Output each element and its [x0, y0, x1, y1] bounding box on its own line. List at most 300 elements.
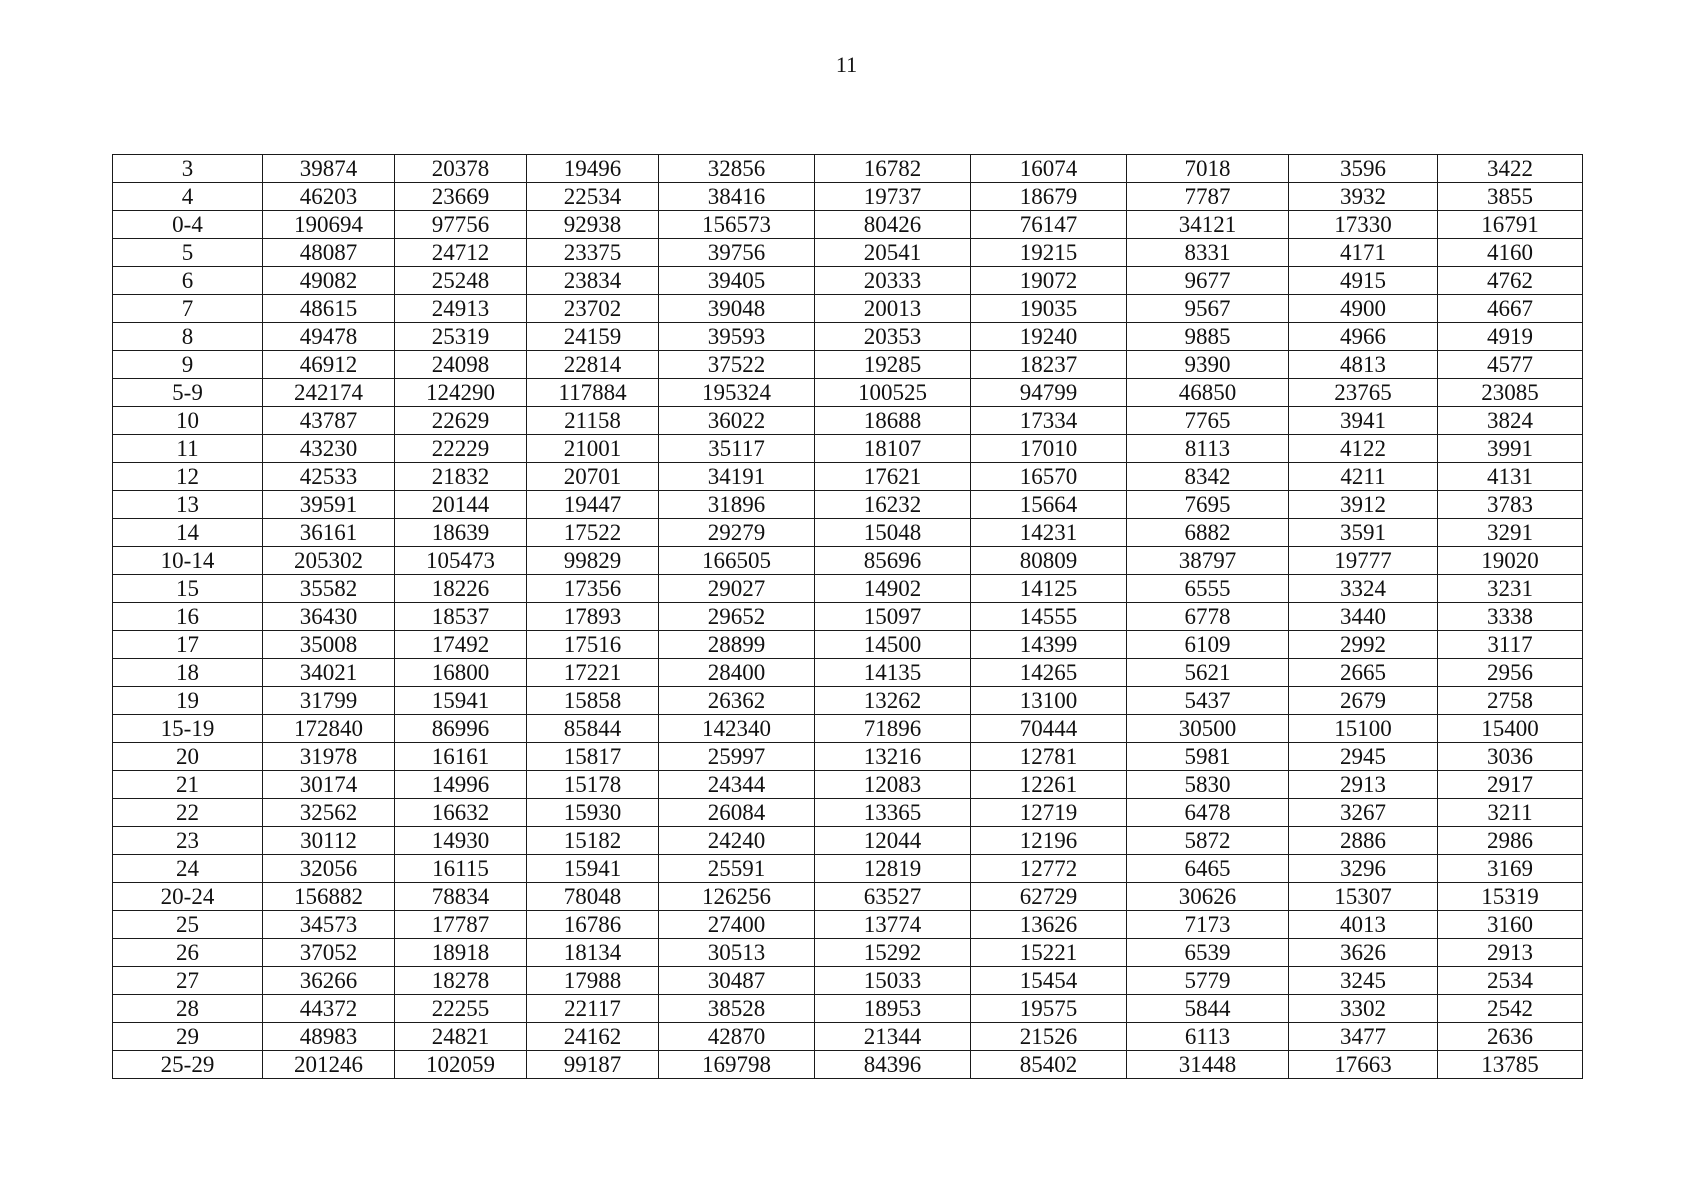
cell-urban-total: 24344: [659, 771, 815, 799]
cell-urban-female: 70444: [971, 715, 1127, 743]
cell-female: 85844: [527, 715, 659, 743]
cell-male: 24712: [395, 239, 527, 267]
cell-male: 86996: [395, 715, 527, 743]
cell-rural-total: 46850: [1127, 379, 1289, 407]
cell-rural-female: 3036: [1438, 743, 1583, 771]
cell-rural-male: 4900: [1289, 295, 1438, 323]
cell-age: 29: [113, 1023, 263, 1051]
cell-female: 24162: [527, 1023, 659, 1051]
cell-rural-female: 2913: [1438, 939, 1583, 967]
cell-male: 16161: [395, 743, 527, 771]
cell-male: 24913: [395, 295, 527, 323]
cell-urban-total: 28899: [659, 631, 815, 659]
cell-male: 16115: [395, 855, 527, 883]
table-row: [113, 995, 1583, 1023]
cell-urban-male: 80426: [815, 211, 971, 239]
cell-urban-female: 80809: [971, 547, 1127, 575]
cell-female: 17522: [527, 519, 659, 547]
cell-age: 5: [113, 239, 263, 267]
cell-rural-total: 5872: [1127, 827, 1289, 855]
cell-urban-male: 20013: [815, 295, 971, 323]
cell-female: 19447: [527, 491, 659, 519]
cell-urban-total: 39405: [659, 267, 815, 295]
table-row: [113, 547, 1583, 575]
cell-rural-female: 4667: [1438, 295, 1583, 323]
cell-urban-total: 26362: [659, 687, 815, 715]
cell-age: 28: [113, 995, 263, 1023]
cell-urban-male: 14135: [815, 659, 971, 687]
cell-urban-male: 17621: [815, 463, 971, 491]
cell-urban-female: 19215: [971, 239, 1127, 267]
cell-total: 201246: [263, 1051, 395, 1079]
cell-female: 21158: [527, 407, 659, 435]
cell-male: 102059: [395, 1051, 527, 1079]
cell-rural-total: 5779: [1127, 967, 1289, 995]
cell-rural-male: 3912: [1289, 491, 1438, 519]
cell-rural-male: 3302: [1289, 995, 1438, 1023]
cell-rural-male: 3932: [1289, 183, 1438, 211]
table-row: [113, 435, 1583, 463]
cell-male: 97756: [395, 211, 527, 239]
cell-rural-total: 9677: [1127, 267, 1289, 295]
cell-urban-female: 12261: [971, 771, 1127, 799]
cell-male: 22255: [395, 995, 527, 1023]
cell-male: 15941: [395, 687, 527, 715]
cell-age: 14: [113, 519, 263, 547]
cell-urban-male: 12083: [815, 771, 971, 799]
cell-male: 18537: [395, 603, 527, 631]
cell-urban-female: 15221: [971, 939, 1127, 967]
cell-rural-total: 34121: [1127, 211, 1289, 239]
cell-rural-male: 3245: [1289, 967, 1438, 995]
cell-female: 15930: [527, 799, 659, 827]
cell-male: 24098: [395, 351, 527, 379]
cell-urban-female: 14231: [971, 519, 1127, 547]
cell-male: 18639: [395, 519, 527, 547]
cell-age: 13: [113, 491, 263, 519]
cell-rural-total: 9390: [1127, 351, 1289, 379]
cell-rural-female: 4131: [1438, 463, 1583, 491]
cell-urban-male: 71896: [815, 715, 971, 743]
cell-female: 99187: [527, 1051, 659, 1079]
cell-urban-male: 16232: [815, 491, 971, 519]
cell-rural-female: 4919: [1438, 323, 1583, 351]
cell-total: 32562: [263, 799, 395, 827]
cell-rural-female: 3231: [1438, 575, 1583, 603]
cell-urban-male: 18107: [815, 435, 971, 463]
cell-urban-male: 18688: [815, 407, 971, 435]
cell-rural-total: 6778: [1127, 603, 1289, 631]
cell-male: 78834: [395, 883, 527, 911]
cell-rural-female: 3338: [1438, 603, 1583, 631]
cell-urban-male: 100525: [815, 379, 971, 407]
cell-male: 25319: [395, 323, 527, 351]
cell-female: 17516: [527, 631, 659, 659]
cell-urban-male: 63527: [815, 883, 971, 911]
cell-urban-male: 21344: [815, 1023, 971, 1051]
page-number: 11: [835, 52, 858, 77]
cell-rural-female: 2986: [1438, 827, 1583, 855]
cell-urban-total: 142340: [659, 715, 815, 743]
cell-urban-male: 20353: [815, 323, 971, 351]
cell-rural-female: 4762: [1438, 267, 1583, 295]
cell-male: 18918: [395, 939, 527, 967]
cell-male: 16800: [395, 659, 527, 687]
cell-age: 8: [113, 323, 263, 351]
cell-total: 39591: [263, 491, 395, 519]
cell-rural-total: 7018: [1127, 155, 1289, 183]
table-row: [113, 687, 1583, 715]
cell-female: 19496: [527, 155, 659, 183]
cell-rural-female: 3211: [1438, 799, 1583, 827]
cell-urban-total: 38528: [659, 995, 815, 1023]
cell-rural-total: 6465: [1127, 855, 1289, 883]
cell-urban-female: 85402: [971, 1051, 1127, 1079]
cell-age: 15: [113, 575, 263, 603]
table-row: [113, 379, 1583, 407]
cell-female: 22534: [527, 183, 659, 211]
cell-age: 19: [113, 687, 263, 715]
cell-age: 9: [113, 351, 263, 379]
cell-urban-female: 12719: [971, 799, 1127, 827]
cell-rural-male: 3596: [1289, 155, 1438, 183]
cell-rural-total: 9885: [1127, 323, 1289, 351]
cell-urban-female: 12772: [971, 855, 1127, 883]
cell-male: 17787: [395, 911, 527, 939]
cell-female: 15858: [527, 687, 659, 715]
cell-age: 10: [113, 407, 263, 435]
cell-age: 18: [113, 659, 263, 687]
cell-rural-female: 23085: [1438, 379, 1583, 407]
cell-urban-male: 16782: [815, 155, 971, 183]
cell-urban-total: 37522: [659, 351, 815, 379]
cell-rural-total: 6539: [1127, 939, 1289, 967]
cell-rural-male: 3477: [1289, 1023, 1438, 1051]
cell-urban-male: 14902: [815, 575, 971, 603]
cell-total: 30112: [263, 827, 395, 855]
cell-total: 49082: [263, 267, 395, 295]
cell-urban-female: 12196: [971, 827, 1127, 855]
cell-rural-male: 4813: [1289, 351, 1438, 379]
cell-rural-female: 3291: [1438, 519, 1583, 547]
cell-urban-female: 16074: [971, 155, 1127, 183]
cell-rural-total: 8331: [1127, 239, 1289, 267]
cell-total: 46203: [263, 183, 395, 211]
cell-male: 17492: [395, 631, 527, 659]
cell-urban-male: 15097: [815, 603, 971, 631]
cell-urban-total: 42870: [659, 1023, 815, 1051]
cell-total: 35582: [263, 575, 395, 603]
cell-male: 24821: [395, 1023, 527, 1051]
cell-rural-female: 2534: [1438, 967, 1583, 995]
cell-urban-female: 19575: [971, 995, 1127, 1023]
cell-age: 17: [113, 631, 263, 659]
cell-rural-male: 17663: [1289, 1051, 1438, 1079]
cell-urban-male: 12044: [815, 827, 971, 855]
cell-rural-total: 38797: [1127, 547, 1289, 575]
cell-total: 190694: [263, 211, 395, 239]
cell-rural-male: 17330: [1289, 211, 1438, 239]
cell-rural-male: 4122: [1289, 435, 1438, 463]
cell-urban-total: 26084: [659, 799, 815, 827]
cell-urban-female: 13626: [971, 911, 1127, 939]
cell-rural-female: 3169: [1438, 855, 1583, 883]
cell-urban-total: 27400: [659, 911, 815, 939]
table-row: [113, 351, 1583, 379]
cell-urban-total: 34191: [659, 463, 815, 491]
cell-urban-male: 15292: [815, 939, 971, 967]
cell-rural-total: 30626: [1127, 883, 1289, 911]
cell-urban-total: 156573: [659, 211, 815, 239]
cell-rural-total: 9567: [1127, 295, 1289, 323]
table-row: [113, 407, 1583, 435]
cell-urban-female: 15664: [971, 491, 1127, 519]
table-row: [113, 715, 1583, 743]
cell-total: 43230: [263, 435, 395, 463]
cell-rural-female: 3855: [1438, 183, 1583, 211]
cell-urban-total: 166505: [659, 547, 815, 575]
cell-rural-male: 23765: [1289, 379, 1438, 407]
cell-total: 34573: [263, 911, 395, 939]
cell-urban-total: 30513: [659, 939, 815, 967]
cell-rural-total: 7695: [1127, 491, 1289, 519]
cell-rural-male: 4211: [1289, 463, 1438, 491]
cell-rural-male: 3941: [1289, 407, 1438, 435]
cell-urban-male: 19737: [815, 183, 971, 211]
cell-urban-female: 19240: [971, 323, 1127, 351]
cell-age: 15-19: [113, 715, 263, 743]
cell-urban-total: 29027: [659, 575, 815, 603]
cell-age: 25: [113, 911, 263, 939]
cell-urban-female: 12781: [971, 743, 1127, 771]
cell-rural-female: 15319: [1438, 883, 1583, 911]
cell-female: 17988: [527, 967, 659, 995]
cell-rural-female: 3824: [1438, 407, 1583, 435]
cell-urban-female: 16570: [971, 463, 1127, 491]
cell-urban-male: 13262: [815, 687, 971, 715]
cell-urban-male: 14500: [815, 631, 971, 659]
cell-rural-female: 4577: [1438, 351, 1583, 379]
cell-urban-female: 94799: [971, 379, 1127, 407]
cell-male: 18278: [395, 967, 527, 995]
cell-rural-female: 2758: [1438, 687, 1583, 715]
cell-rural-male: 3591: [1289, 519, 1438, 547]
cell-urban-total: 39593: [659, 323, 815, 351]
cell-rural-male: 2913: [1289, 771, 1438, 799]
table-row: [113, 267, 1583, 295]
cell-rural-female: 4160: [1438, 239, 1583, 267]
cell-age: 0-4: [113, 211, 263, 239]
table-row: [113, 575, 1583, 603]
cell-rural-female: 2542: [1438, 995, 1583, 1023]
cell-rural-male: 3267: [1289, 799, 1438, 827]
table-body: [113, 155, 1583, 1079]
cell-rural-male: 15307: [1289, 883, 1438, 911]
cell-rural-female: 3160: [1438, 911, 1583, 939]
cell-male: 20144: [395, 491, 527, 519]
cell-rural-male: 3324: [1289, 575, 1438, 603]
table-row: [113, 211, 1583, 239]
table-row: [113, 519, 1583, 547]
cell-total: 48087: [263, 239, 395, 267]
cell-female: 17356: [527, 575, 659, 603]
cell-urban-total: 29279: [659, 519, 815, 547]
cell-total: 46912: [263, 351, 395, 379]
table-row: [113, 463, 1583, 491]
cell-male: 23669: [395, 183, 527, 211]
cell-urban-male: 18953: [815, 995, 971, 1023]
cell-rural-total: 6555: [1127, 575, 1289, 603]
cell-urban-total: 31896: [659, 491, 815, 519]
population-table-container: [112, 154, 1582, 1079]
table-row: [113, 155, 1583, 183]
table-row: [113, 631, 1583, 659]
cell-urban-female: 76147: [971, 211, 1127, 239]
cell-urban-total: 169798: [659, 1051, 815, 1079]
cell-total: 32056: [263, 855, 395, 883]
cell-female: 21001: [527, 435, 659, 463]
table-row: [113, 967, 1583, 995]
cell-urban-total: 38416: [659, 183, 815, 211]
table-row: [113, 659, 1583, 687]
cell-urban-male: 20541: [815, 239, 971, 267]
cell-rural-female: 2636: [1438, 1023, 1583, 1051]
cell-male: 16632: [395, 799, 527, 827]
table-row: [113, 323, 1583, 351]
cell-rural-male: 4013: [1289, 911, 1438, 939]
cell-rural-total: 8113: [1127, 435, 1289, 463]
cell-total: 37052: [263, 939, 395, 967]
cell-urban-male: 20333: [815, 267, 971, 295]
cell-rural-male: 2945: [1289, 743, 1438, 771]
cell-rural-female: 13785: [1438, 1051, 1583, 1079]
cell-urban-total: 25591: [659, 855, 815, 883]
cell-male: 124290: [395, 379, 527, 407]
cell-female: 117884: [527, 379, 659, 407]
cell-total: 156882: [263, 883, 395, 911]
cell-age: 20-24: [113, 883, 263, 911]
cell-total: 48983: [263, 1023, 395, 1051]
cell-female: 22117: [527, 995, 659, 1023]
table-row: [113, 911, 1583, 939]
cell-age: 20: [113, 743, 263, 771]
cell-female: 16786: [527, 911, 659, 939]
cell-urban-female: 21526: [971, 1023, 1127, 1051]
table-row: [113, 939, 1583, 967]
cell-rural-female: 15400: [1438, 715, 1583, 743]
cell-total: 36266: [263, 967, 395, 995]
table-row: [113, 239, 1583, 267]
cell-female: 22814: [527, 351, 659, 379]
cell-urban-total: 39756: [659, 239, 815, 267]
cell-age: 21: [113, 771, 263, 799]
table-row: [113, 883, 1583, 911]
cell-total: 42533: [263, 463, 395, 491]
cell-rural-female: 3991: [1438, 435, 1583, 463]
table-row: [113, 743, 1583, 771]
cell-rural-female: 19020: [1438, 547, 1583, 575]
cell-urban-total: 28400: [659, 659, 815, 687]
table-row: [113, 771, 1583, 799]
cell-urban-total: 32856: [659, 155, 815, 183]
cell-rural-total: 30500: [1127, 715, 1289, 743]
cell-rural-total: 6109: [1127, 631, 1289, 659]
cell-rural-female: 2956: [1438, 659, 1583, 687]
cell-urban-male: 13216: [815, 743, 971, 771]
cell-female: 15817: [527, 743, 659, 771]
cell-rural-total: 5830: [1127, 771, 1289, 799]
cell-male: 20378: [395, 155, 527, 183]
cell-urban-female: 18237: [971, 351, 1127, 379]
cell-urban-total: 195324: [659, 379, 815, 407]
table-row: [113, 183, 1583, 211]
cell-rural-total: 5621: [1127, 659, 1289, 687]
cell-rural-male: 3296: [1289, 855, 1438, 883]
cell-total: 31799: [263, 687, 395, 715]
cell-urban-female: 19072: [971, 267, 1127, 295]
cell-total: 48615: [263, 295, 395, 323]
cell-total: 30174: [263, 771, 395, 799]
cell-male: 105473: [395, 547, 527, 575]
cell-urban-male: 15048: [815, 519, 971, 547]
cell-rural-female: 2917: [1438, 771, 1583, 799]
table-row: [113, 1023, 1583, 1051]
cell-rural-male: 2992: [1289, 631, 1438, 659]
cell-total: 31978: [263, 743, 395, 771]
cell-male: 18226: [395, 575, 527, 603]
cell-urban-total: 25997: [659, 743, 815, 771]
cell-male: 14996: [395, 771, 527, 799]
cell-total: 242174: [263, 379, 395, 407]
cell-age: 11: [113, 435, 263, 463]
cell-urban-male: 13774: [815, 911, 971, 939]
cell-total: 35008: [263, 631, 395, 659]
cell-rural-female: 16791: [1438, 211, 1583, 239]
cell-total: 34021: [263, 659, 395, 687]
cell-urban-female: 15454: [971, 967, 1127, 995]
cell-rural-male: 3626: [1289, 939, 1438, 967]
cell-female: 15182: [527, 827, 659, 855]
cell-rural-total: 31448: [1127, 1051, 1289, 1079]
cell-urban-male: 85696: [815, 547, 971, 575]
cell-male: 25248: [395, 267, 527, 295]
cell-age: 24: [113, 855, 263, 883]
cell-total: 205302: [263, 547, 395, 575]
cell-total: 172840: [263, 715, 395, 743]
cell-male: 14930: [395, 827, 527, 855]
cell-female: 17893: [527, 603, 659, 631]
cell-urban-female: 62729: [971, 883, 1127, 911]
cell-urban-total: 35117: [659, 435, 815, 463]
cell-age: 10-14: [113, 547, 263, 575]
cell-rural-male: 4966: [1289, 323, 1438, 351]
cell-rural-male: 19777: [1289, 547, 1438, 575]
cell-female: 99829: [527, 547, 659, 575]
cell-total: 39874: [263, 155, 395, 183]
cell-age: 22: [113, 799, 263, 827]
cell-rural-male: 3440: [1289, 603, 1438, 631]
cell-female: 20701: [527, 463, 659, 491]
cell-age: 6: [113, 267, 263, 295]
cell-female: 17221: [527, 659, 659, 687]
cell-rural-total: 6113: [1127, 1023, 1289, 1051]
cell-rural-male: 2679: [1289, 687, 1438, 715]
cell-age: 7: [113, 295, 263, 323]
cell-female: 92938: [527, 211, 659, 239]
cell-rural-total: 7173: [1127, 911, 1289, 939]
table-row: [113, 603, 1583, 631]
cell-urban-female: 14265: [971, 659, 1127, 687]
